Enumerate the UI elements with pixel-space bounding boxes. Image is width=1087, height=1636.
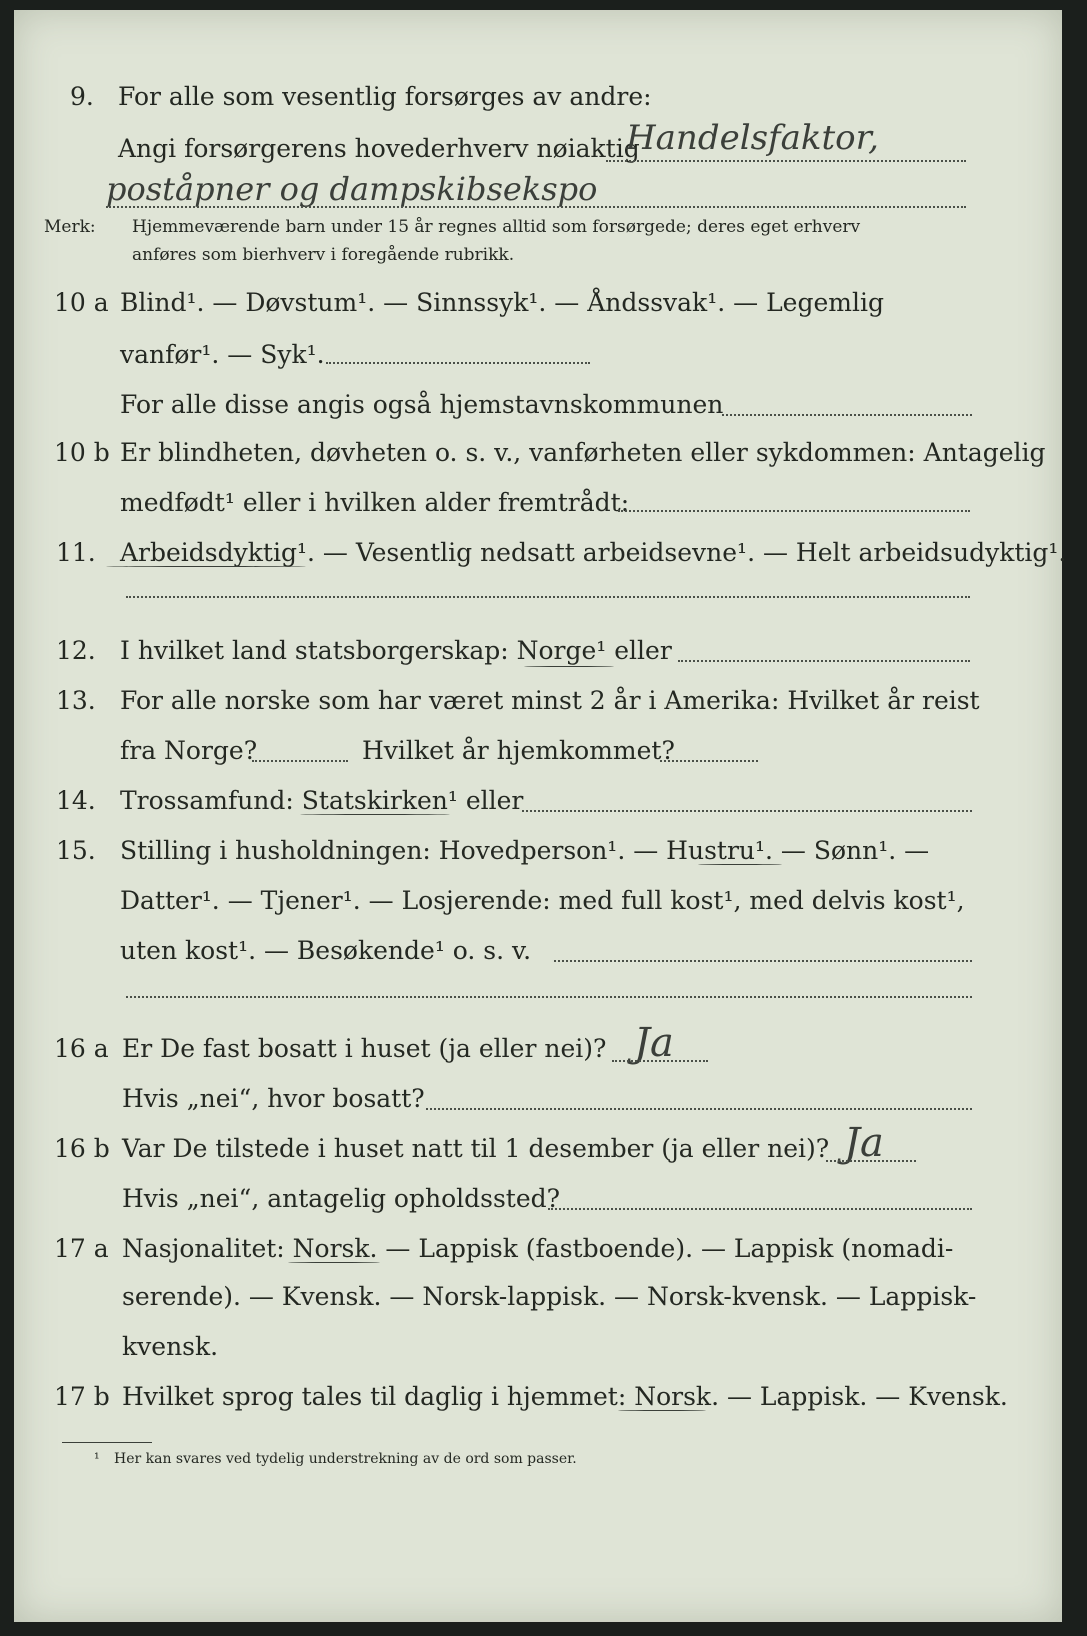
q9-line1: For alle som vesentlig forsørges av andre:	[118, 82, 652, 111]
q11-number: 11.	[56, 538, 96, 567]
q16b-line2: Hvis „nei“, antagelig opholdssted?	[122, 1184, 561, 1213]
q17b-answer-underline	[618, 1410, 706, 1411]
q16a-line1: Er De fast bosatt i huset (ja eller nei)?	[122, 1034, 607, 1063]
q10b-number: 10 b	[54, 438, 110, 467]
q12-line1: I hvilket land statsborgerskap: Norge¹ eller	[120, 636, 672, 665]
q10b-line2: medfødt¹ eller i hvilken alder fremtrådt:	[120, 488, 630, 517]
q9-answer-continued: poståpner og dampskibsekspo	[106, 170, 598, 208]
q15-line2: Datter¹. — Tjener¹. — Losjerende: med full kost¹, med delvis kost¹,	[120, 886, 965, 915]
q17a-answer-underline	[288, 1262, 380, 1263]
q14-answer-line	[522, 810, 972, 812]
footnote-rule	[62, 1442, 152, 1443]
q15-number: 15.	[56, 836, 96, 865]
q16b-number: 16 b	[54, 1134, 110, 1163]
q10a-line2: vanfør¹. — Syk¹.	[120, 340, 325, 369]
q9-answer-line2	[106, 206, 966, 208]
q9-answer-occupation: Handelsfaktor,	[626, 118, 879, 158]
q16a-answer-line	[612, 1060, 708, 1062]
merk-line1: Hjemmeværende barn under 15 år regnes alltid som forsørgede; deres eget erhverv	[132, 217, 861, 237]
q13-line2b: Hvilket år hjemkommet?	[362, 736, 675, 765]
q17a-line2: serende). — Kvensk. — Norsk-lappisk. — Norsk-kvensk. — Lappisk-	[122, 1282, 977, 1311]
q11-answer-line	[126, 596, 970, 598]
q10a-line3: For alle disse angis også hjemstavnskommunen	[120, 390, 724, 419]
q10a-line1: Blind¹. — Døvstum¹. — Sinnssyk¹. — Åndssvak¹. — Legemlig	[120, 288, 884, 317]
q9-number: 9.	[70, 82, 94, 111]
q13-line1: For alle norske som har været minst 2 år i Amerika: Hvilket år reist	[120, 686, 980, 715]
q13-reist-line	[252, 760, 348, 762]
footnote-text: Her kan svares ved tydelig understrekning av de ord som passer.	[114, 1451, 577, 1467]
q15-line1: Stilling i husholdningen: Hovedperson¹. — Hustru¹. — Sønn¹. —	[120, 836, 930, 865]
q16a-bosatt-line	[426, 1108, 972, 1110]
merk-label: Merk:	[44, 217, 96, 237]
q16b-opholdssted-line	[548, 1208, 972, 1210]
merk-line2: anføres som bierhverv i foregående rubrikk.	[132, 245, 515, 265]
q16b-answer-line	[826, 1160, 916, 1162]
q15-answer-line	[554, 960, 972, 962]
q17a-line3: kvensk.	[122, 1332, 219, 1361]
q9-answer-line1	[606, 160, 966, 162]
q15-extra-line	[126, 996, 972, 998]
q13-line2a: fra Norge?	[120, 736, 258, 765]
q11-line1: Arbeidsdyktig¹. — Vesentlig nedsatt arbeidsevne¹. — Helt arbeidsudyktig¹.	[120, 538, 1067, 567]
q16a-number: 16 a	[54, 1034, 109, 1063]
q10a-number: 10 a	[54, 288, 109, 317]
q17b-line1: Hvilket sprog tales til daglig i hjemmet: Norsk. — Lappisk. — Kvensk.	[122, 1382, 1008, 1411]
q12-number: 12.	[56, 636, 96, 665]
q10a-kommune-line	[722, 414, 972, 416]
q13-hjemkommet-line	[660, 760, 758, 762]
q16b-line1: Var De tilstede i huset natt til 1 desember (ja eller nei)?	[122, 1134, 830, 1163]
q10b-line1: Er blindheten, døvheten o. s. v., vanførheten eller sykdommen: Antagelig	[120, 438, 1046, 467]
q11-answer-underline	[106, 566, 306, 567]
q15-line3: uten kost¹. — Besøkende¹ o. s. v.	[120, 936, 532, 965]
q14-line1: Trossamfund: Statskirken¹ eller	[120, 786, 524, 815]
q14-number: 14.	[56, 786, 96, 815]
footnote-mark: ¹	[94, 1451, 100, 1467]
q17a-line1: Nasjonalitet: Norsk. — Lappisk (fastboende). — Lappisk (nomadi-	[122, 1234, 954, 1263]
q16b-answer: Ja	[844, 1120, 884, 1166]
q10a-answer-line	[326, 362, 590, 364]
q9-line2: Angi forsørgerens hovederhverv nøiaktig	[118, 134, 640, 163]
q17b-number: 17 b	[54, 1382, 110, 1411]
q14-answer-underline	[300, 814, 450, 815]
q10b-answer-line	[618, 510, 970, 512]
q16a-line2: Hvis „nei“, hvor bosatt?	[122, 1084, 425, 1113]
q16a-answer: Ja	[634, 1020, 674, 1066]
census-form-page	[14, 10, 1067, 1622]
q15-answer-underline	[698, 864, 782, 865]
q12-answer-line	[678, 660, 970, 662]
q13-number: 13.	[56, 686, 96, 715]
q17a-number: 17 a	[54, 1234, 109, 1263]
q12-answer-underline	[524, 666, 614, 667]
